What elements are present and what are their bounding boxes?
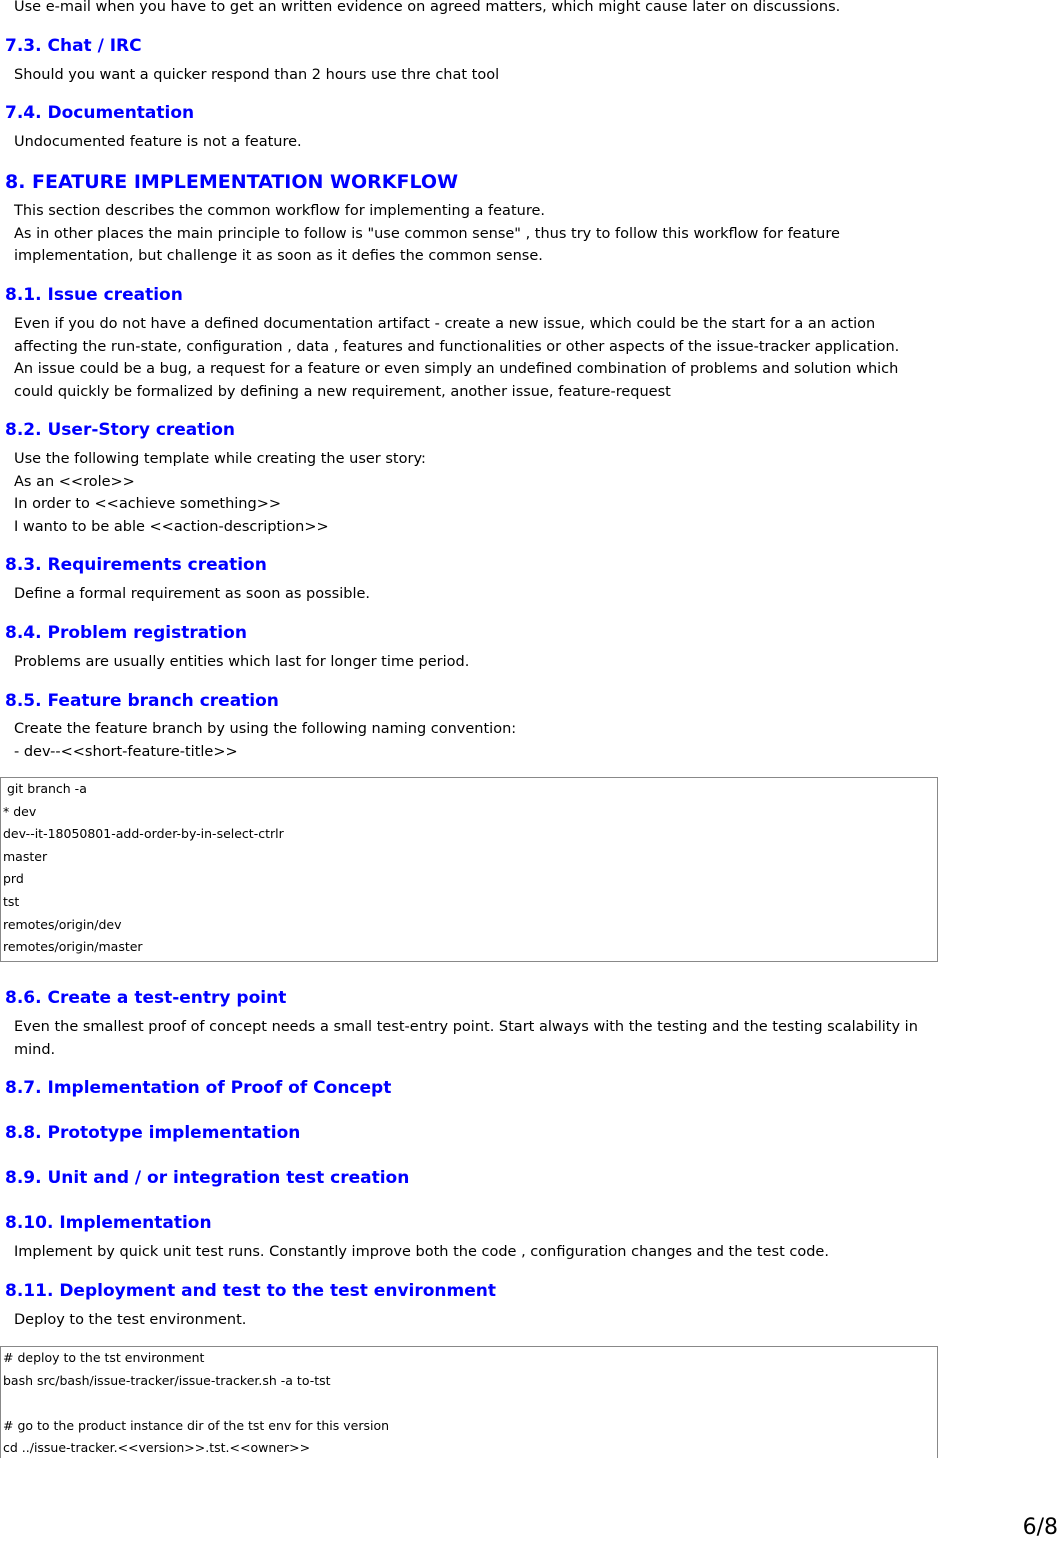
section-heading: 7.3. Chat / IRC	[5, 36, 142, 56]
text-line: mind.	[14, 1041, 56, 1058]
paragraph	[14, 1309, 954, 1332]
page-number: 6/8	[1022, 1515, 1058, 1540]
code-line: master	[3, 848, 48, 864]
paragraph	[14, 64, 954, 87]
section-heading: 8.10. Implementation	[5, 1213, 212, 1233]
text-line: Create the feature branch by using the following naming convention:	[14, 721, 517, 737]
paragraph	[14, 131, 954, 154]
section-heading: 8.9. Unit and / or integration test creation	[5, 1168, 410, 1188]
section-heading: 8. FEATURE IMPLEMENTATION WORKFLOW	[5, 171, 459, 193]
text-line: implementation, but challenge it as soon as it defies the common sense.	[14, 248, 543, 264]
text-line: I wanto to be able <<action-description>>	[14, 518, 329, 535]
text-line: This section describes the common workflow for implementing a feature.	[14, 203, 545, 219]
text-line: Deploy to the test environment.	[14, 1312, 247, 1328]
section-heading: 8.5. Feature branch creation	[5, 691, 279, 711]
text-line: As an <<role>>	[14, 473, 135, 490]
code-line: remotes/origin/dev	[3, 916, 122, 932]
paragraph	[14, 583, 954, 606]
paragraph	[14, 0, 954, 19]
paragraph	[14, 1241, 954, 1264]
text-line: Use e-mail when you have to get an written evidence on agreed matters, which might cause later on discussions.	[14, 0, 841, 15]
text-line: could quickly be formalized by defining a new requirement, another issue, feature-request	[14, 383, 671, 400]
text-line: Implement by quick unit test runs. Constantly improve both the code , configuration changes and the test code.	[14, 1244, 829, 1260]
text-line: Even the smallest proof of concept needs a small test-entry point. Start always with the testing and the testing scalability in	[14, 1019, 918, 1035]
section-heading: 8.1. Issue creation	[5, 285, 183, 305]
text-line: Undocumented feature is not a feature.	[14, 134, 302, 150]
text-line: Even if you do not have a defined documentation artifact - create a new issue, which could be the start for a an action	[14, 316, 876, 332]
text-line: As in other places the main principle to follow is "use common sense" , thus try to follow this workflow for feature	[14, 225, 840, 242]
text-line: Use the following template while creating the user story:	[14, 451, 426, 467]
code-line: git branch -a	[3, 781, 87, 796]
section-heading: 8.3. Requirements creation	[5, 555, 267, 575]
code-line: tst	[3, 893, 20, 909]
text-line: affecting the run-state, configuration , data , features and functionalities or other aspects of the issue-tracker application.	[14, 338, 900, 355]
paragraph	[14, 1016, 954, 1061]
code-line: prd	[3, 871, 24, 887]
paragraph	[14, 448, 954, 538]
text-line: In order to <<achieve something>>	[14, 496, 281, 512]
section-heading: 8.7. Implementation of Proof of Concept	[5, 1078, 392, 1098]
text-line: Should you want a quicker respond than 2 hours use thre chat tool	[14, 67, 500, 83]
code-line: * dev	[3, 803, 37, 819]
section-heading: 8.4. Problem registration	[5, 623, 247, 643]
text-line: - dev--<<short-feature-title>>	[14, 743, 238, 760]
code-line: dev--it-18050801-add-order-by-in-select-ctrlr	[3, 826, 284, 842]
paragraph	[14, 313, 954, 403]
code-line: # go to the product instance dir of the tst env for this version	[3, 1417, 390, 1433]
section-heading: 8.11. Deployment and test to the test environment	[5, 1281, 496, 1301]
code-line: cd ../issue-tracker.<<version>>.tst.<<owner>>	[3, 1440, 311, 1456]
code-line: remotes/origin/master	[3, 939, 143, 955]
text-line: Problems are usually entities which last for longer time period.	[14, 654, 470, 670]
section-heading: 8.6. Create a test-entry point	[5, 988, 287, 1008]
code-line: bash src/bash/issue-tracker/issue-tracker.sh -a to-tst	[3, 1372, 331, 1388]
code-line	[3, 1392, 937, 1415]
text-line: Define a formal requirement as soon as possible.	[14, 586, 371, 602]
text-line: An issue could be a bug, a request for a feature or even simply an undefined combination of problems and solution which	[14, 361, 899, 377]
code-line: # deploy to the tst environment	[3, 1350, 205, 1365]
section-heading: 7.4. Documentation	[5, 103, 195, 123]
paragraph	[14, 651, 954, 674]
paragraph	[14, 718, 954, 763]
paragraph	[14, 200, 954, 268]
code-block	[0, 777, 938, 962]
section-heading: 8.2. User-Story creation	[5, 420, 236, 440]
code-block	[0, 1346, 938, 1458]
section-heading: 8.8. Prototype implementation	[5, 1123, 301, 1143]
